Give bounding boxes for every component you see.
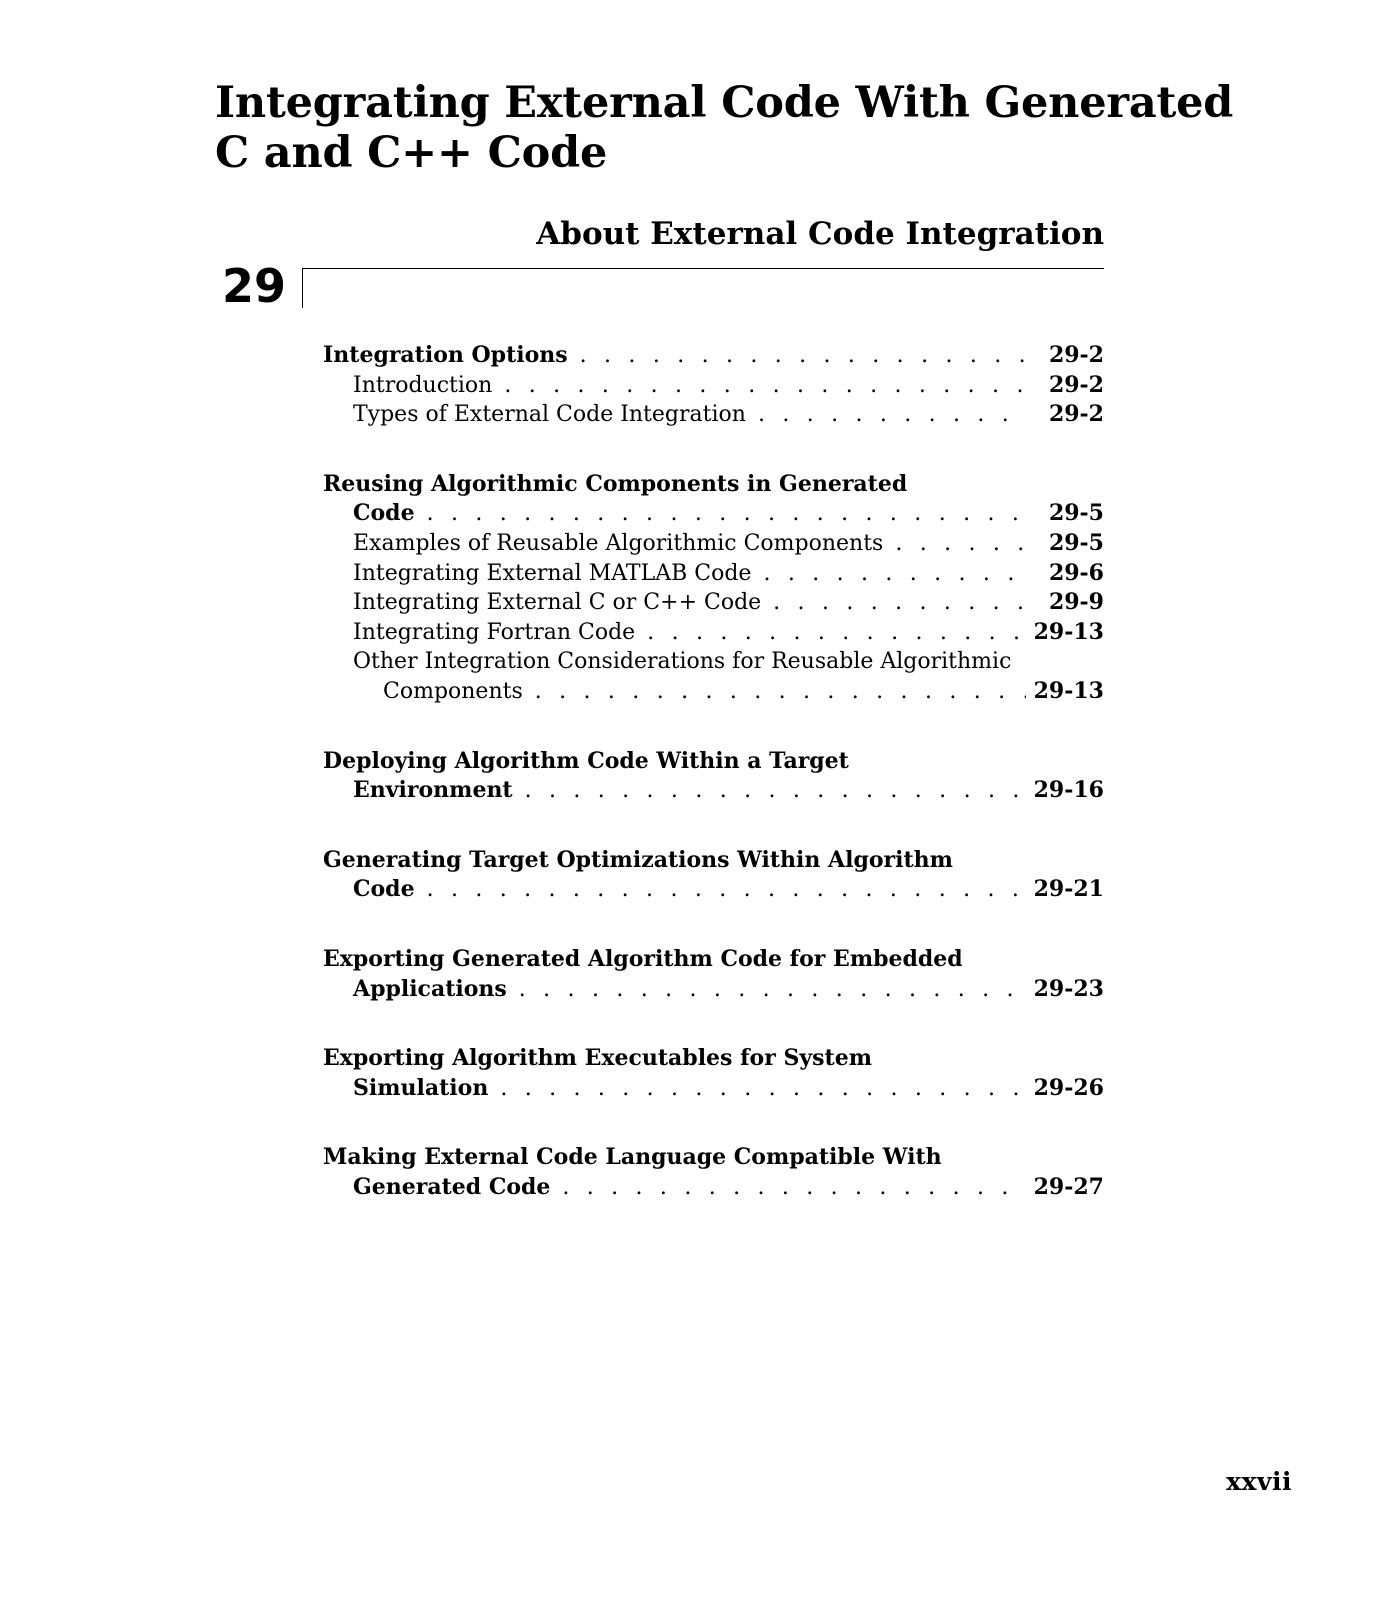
- toc-section: [323, 1143, 1104, 1202]
- toc-leader-dots: [647, 618, 1026, 648]
- toc-entry-label: Deploying Algorithm Code Within a Target: [323, 747, 849, 774]
- toc-entry-label: Making External Code Language Compatible With: [323, 1144, 942, 1171]
- toc-entry-label: Simulation: [353, 1074, 489, 1101]
- toc-entry-label: Generating Target Optimizations Within Algorithm: [323, 846, 953, 873]
- chapter-title: About External Code Integration: [536, 216, 1104, 252]
- toc-leader-dots: [763, 559, 1026, 589]
- toc-leader-dots: [535, 677, 1026, 707]
- toc-entry[interactable]: [323, 499, 1104, 529]
- toc-page-number: 29-2: [1048, 371, 1104, 398]
- toc-section: [323, 470, 1104, 707]
- toc-entry-label: Exporting Generated Algorithm Code for Embedded: [323, 945, 963, 972]
- toc-leader-dots: [525, 776, 1026, 806]
- toc-entry-label: Applications: [353, 975, 507, 1002]
- toc-entry-label: Environment: [353, 777, 513, 804]
- toc-entry-heading: [323, 1044, 1104, 1074]
- toc-entry[interactable]: [323, 975, 1104, 1005]
- toc-entry-heading: [323, 846, 1104, 876]
- toc-entry-label: Other Integration Considerations for Reusable Algorithmic: [353, 649, 1012, 675]
- toc-entry[interactable]: [323, 559, 1104, 589]
- toc-entry-label: Integrating Fortran Code: [353, 619, 636, 645]
- toc-page-number: 29-16: [1033, 777, 1104, 804]
- toc-leader-dots: [895, 529, 1026, 559]
- toc-entry-heading[interactable]: [323, 341, 1104, 371]
- toc-entry[interactable]: [323, 529, 1104, 559]
- toc-entry-label: Integration Options: [323, 342, 568, 368]
- toc-entry-label: Generated Code: [353, 1173, 551, 1200]
- toc-leader-dots: [773, 588, 1026, 618]
- toc-section: [323, 846, 1104, 905]
- chapter-number: 29: [222, 259, 287, 313]
- toc-page-number: 29-21: [1033, 876, 1104, 903]
- chapter-rule-vertical: [302, 268, 303, 308]
- toc-leader-dots: [562, 1173, 1026, 1203]
- toc-entry-label: Examples of Reusable Algorithmic Components: [353, 530, 884, 556]
- toc-entry-label: Code: [353, 876, 415, 903]
- toc-leader-dots: [500, 1074, 1026, 1104]
- toc-entry-label: Integrating External MATLAB Code: [353, 560, 752, 586]
- toc-entry-heading: [323, 747, 1104, 777]
- toc-entry-heading: [323, 470, 1104, 500]
- toc-page-number: 29-5: [1048, 500, 1104, 527]
- chapter-rule-horizontal: [302, 268, 1104, 269]
- page-title-line-1: Integrating External Code With Generated: [215, 78, 1234, 128]
- toc-leader-dots: [427, 499, 1026, 529]
- toc-section: [323, 1044, 1104, 1103]
- toc-entry-label: Code: [353, 500, 415, 527]
- toc-leader-dots: [758, 400, 1026, 430]
- toc-entry[interactable]: [323, 588, 1104, 618]
- table-of-contents: [323, 341, 1104, 1242]
- toc-leader-dots: [519, 975, 1026, 1005]
- toc-entry-label: Introduction: [353, 372, 493, 398]
- toc-leader-dots: [580, 341, 1026, 371]
- toc-entry[interactable]: [323, 1074, 1104, 1104]
- toc-page-number: 29-13: [1033, 618, 1104, 645]
- toc-entry-label: Reusing Algorithmic Components in Generated: [323, 470, 908, 497]
- toc-page-number: 29-2: [1048, 401, 1104, 428]
- toc-section: [323, 945, 1104, 1004]
- toc-entry: [323, 647, 1104, 677]
- toc-entry[interactable]: [323, 875, 1104, 905]
- page-title: [215, 78, 1235, 178]
- toc-entry[interactable]: [323, 776, 1104, 806]
- toc-entry-label: Exporting Algorithm Executables for System: [323, 1045, 872, 1072]
- toc-entry-heading: [323, 945, 1104, 975]
- toc-entry[interactable]: [323, 371, 1104, 401]
- toc-section: [323, 747, 1104, 806]
- toc-page-number: 29-13: [1033, 677, 1104, 704]
- toc-page-number: 29-5: [1048, 529, 1104, 556]
- toc-entry[interactable]: [323, 677, 1104, 707]
- page-number: xxvii: [1226, 1467, 1292, 1496]
- toc-entry[interactable]: [323, 618, 1104, 648]
- toc-entry-label: Types of External Code Integration: [353, 402, 746, 428]
- toc-entry-label: Components: [383, 678, 523, 704]
- toc-page-number: 29-23: [1033, 975, 1104, 1002]
- toc-entry-label: Integrating External C or C++ Code: [353, 590, 762, 616]
- toc-leader-dots: [427, 875, 1026, 905]
- page-title-line-2: C and C++ Code: [215, 128, 608, 178]
- toc-page-number: 29-9: [1048, 589, 1104, 616]
- toc-leader-dots: [504, 371, 1026, 401]
- toc-entry[interactable]: [323, 400, 1104, 430]
- toc-section: [323, 341, 1104, 430]
- toc-page-number: 29-26: [1033, 1074, 1104, 1101]
- toc-page-number: 29-6: [1048, 559, 1104, 586]
- toc-entry-heading: [323, 1143, 1104, 1173]
- toc-entry[interactable]: [323, 1173, 1104, 1203]
- toc-page-number: 29-2: [1048, 342, 1104, 368]
- toc-page-number: 29-27: [1033, 1173, 1104, 1200]
